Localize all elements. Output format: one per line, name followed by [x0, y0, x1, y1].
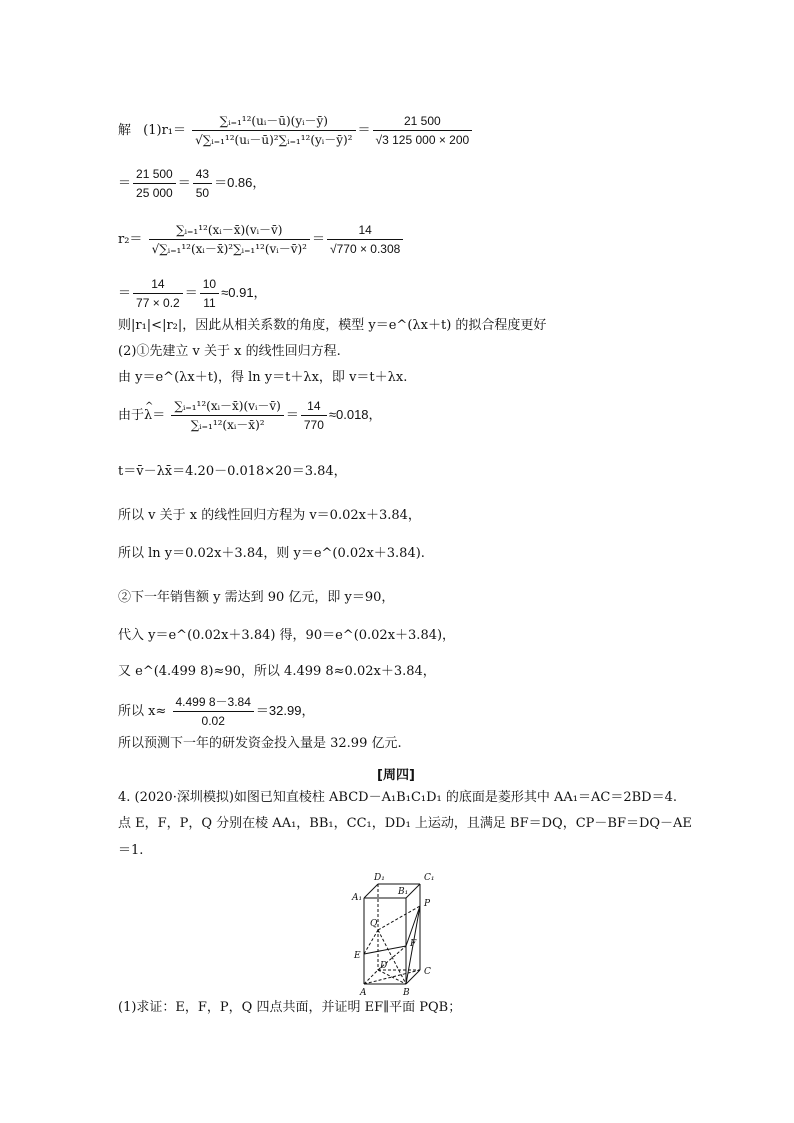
r1-frac-a	[133, 166, 176, 201]
lambda-fraction	[171, 398, 283, 433]
lambda-denominator: ∑ᵢ₌₁¹²(xᵢ－x̄)²	[190, 418, 265, 432]
r2-fraction	[149, 222, 310, 257]
conclusion-line: 则|r₁|<|r₂|，因此从相关系数的角度，模型 y＝e^(λx＋t) 的拟合程度更好	[118, 318, 547, 333]
segment-qb	[378, 930, 406, 984]
solve-x-fraction	[173, 694, 254, 729]
r1-denominator: √∑ᵢ₌₁¹²(uᵢ－ū)²∑ᵢ₌₁¹²(yᵢ－ȳ)²	[195, 133, 353, 147]
label-d1: D₁	[374, 873, 385, 883]
r2-symbol: r₂＝	[118, 232, 143, 247]
r2-denominator: √∑ᵢ₌₁¹²(xᵢ－x̄)²∑ᵢ₌₁¹²(vᵢ－v̄)²	[151, 242, 307, 256]
r2-frac-b	[200, 276, 219, 311]
r2-result-line: ＝ $\frac{14}{77 \times 0.2}$ ＝ $\frac{10}{11}$ ≈0.91，	[118, 277, 267, 310]
problem4-line2: 点 E，F，P，Q 分别在棱 AA₁，BB₁，CC₁，DD₁ 上运动，且满足 BF＝DQ，CP－BF＝DQ－AE	[118, 816, 692, 831]
label-a1: A₁	[352, 893, 363, 903]
r2-frac-a	[133, 276, 183, 311]
r2-frac-b-den: 11	[203, 296, 216, 310]
label-c1: C₁	[424, 873, 435, 883]
log-transform-line: 由 y＝e^(λx＋t)，得 ln y＝t＋λx，即 v＝t＋λx.	[118, 370, 408, 385]
lambda-value-num: 14	[301, 398, 327, 416]
problem4-line1: 4. (2020·深圳模拟)如图已知直棱柱 ABCD－A₁B₁C₁D₁ 的底面是菱形其中 AA₁＝AC＝2BD＝4.	[118, 790, 677, 805]
r1-frac-b-den: 50	[195, 186, 210, 200]
label-p: P	[424, 899, 431, 909]
segment-ef	[364, 946, 406, 954]
label-b1: B₁	[398, 887, 409, 897]
r2-frac-a-den: 77 × 0.2	[136, 296, 180, 310]
solve-x-prefix: 所以 x≈	[118, 704, 167, 719]
approx-line: 又 e^(4.499 8)≈90，所以 4.499 8≈0.02x＋3.84，	[118, 664, 436, 679]
r1-symbol: r₁＝	[161, 123, 187, 138]
lambda-equals: ＝	[152, 408, 166, 423]
target-line: ②下一年销售额 y 需达到 90 亿元，即 y＝90，	[118, 590, 395, 605]
r1-result: ＝0.86，	[214, 175, 266, 190]
exp-model-line: 所以 ln y＝0.02x＋3.84，则 y＝e^(0.02x＋3.84).	[118, 546, 425, 561]
substitute-line: 代入 y＝e^(0.02x＋3.84) 得，90＝e^(0.02x＋3.84)，	[118, 628, 456, 643]
lambda-value-den: 770	[303, 418, 324, 432]
r1-value-denominator: √3 125 000 × 200	[375, 133, 470, 147]
part2-intro: (2)①先建立 v 关于 x 的线性回归方程.	[118, 344, 341, 359]
r1-fraction	[192, 113, 355, 148]
label-b: B	[403, 988, 410, 996]
r2-result: ≈0.91，	[221, 285, 267, 300]
label-q: Q	[370, 919, 378, 929]
t-hat-line: t＝v̄－λx̄＝4.20－0.018×20＝3.84，	[118, 464, 347, 479]
lambda-value-fraction	[301, 398, 327, 433]
r1-value-numerator: 21 500	[373, 113, 473, 131]
r1-numerator: ∑ᵢ₌₁¹²(uᵢ－ū)(yᵢ－ȳ)	[192, 113, 355, 131]
edge-a1-d1	[364, 884, 378, 898]
segment-eq	[364, 930, 378, 954]
r2-numerator: ∑ᵢ₌₁¹²(xᵢ－x̄)(vᵢ－v̄)	[149, 222, 310, 240]
label-f: F	[410, 939, 417, 949]
prism-figure	[350, 866, 450, 996]
lambda-line: 由于^ λ＝ $\frac{\text{∑ᵢ₌₁¹²(xᵢ－x̄)(vᵢ－v̄)}}{\text{∑ᵢ₌₁¹²(xᵢ－x̄)²}}$ ＝ $\frac{14}{770}$ ≈0.018，	[118, 398, 382, 433]
r1-value-fraction	[373, 113, 473, 148]
r2-value-fraction	[327, 222, 403, 257]
r2-value-denominator: √770 × 0.308	[330, 242, 401, 256]
solution-label: 解	[118, 123, 132, 138]
r2-frac-b-num: 10	[200, 276, 219, 294]
segment-qp	[378, 906, 420, 930]
solve-x-line	[118, 694, 314, 729]
regression-eq-line: 所以 v 关于 x 的线性回归方程为 v＝0.02x＋3.84，	[118, 508, 421, 523]
section-title: [周四]	[377, 768, 415, 783]
r1-frac-a-num: 21 500	[133, 166, 176, 184]
lambda-hat: ^ λ	[144, 408, 152, 424]
r2-value-numerator: 14	[327, 222, 403, 240]
lambda-prefix: 由于	[118, 408, 145, 423]
label-e: E	[354, 951, 361, 961]
r2-frac-a-num: 14	[133, 276, 183, 294]
solve-x-num: 4.499 8－3.84	[173, 694, 254, 712]
problem4-line3: ＝1.	[118, 843, 144, 858]
final-answer-line: 所以预测下一年的研发资金投入量是 32.99 亿元.	[118, 736, 402, 751]
label-d: D	[380, 961, 388, 971]
question1-line: (1)求证：E，F，P，Q 四点共面，并证明 EF∥平面 PQB；	[118, 1000, 462, 1015]
r2-line: r₂＝ $\frac{\text{∑ᵢ₌₁¹²(xᵢ－x̄)(vᵢ－v̄)}}{\text{√∑ᵢ₌₁¹²(xᵢ－x̄)²∑ᵢ₌₁¹²(vᵢ－v̄)²}}$ ＝ $\frac{14}{√770 \times 0.308}$	[118, 222, 405, 257]
r1-result-line: ＝ $\frac{21 500}{25 000}$ ＝ $\frac{43}{50}$ ＝0.86，	[118, 167, 266, 200]
lambda-result: ≈0.018，	[328, 407, 382, 422]
r1-frac-a-den: 25 000	[136, 186, 173, 200]
label-c: C	[424, 967, 431, 977]
solve-x-result: ＝32.99，	[255, 703, 315, 718]
r1-frac-b-num: 43	[193, 166, 212, 184]
solve-x-den: 0.02	[201, 714, 225, 728]
r1-line: 解 (1)r₁＝ $\frac{\text{∑ᵢ₌₁¹²(uᵢ－ū)(yᵢ－ȳ)}}{\text{√∑ᵢ₌₁¹²(uᵢ－ū)²∑ᵢ₌₁¹²(yᵢ－ȳ)²}}$ ＝ $\frac{21 500}{√3 125 000 \times 200}$	[118, 113, 474, 148]
diagonal-bd	[378, 970, 406, 984]
r1-frac-b	[193, 166, 212, 201]
lambda-numerator: ∑ᵢ₌₁¹²(xᵢ－x̄)(vᵢ－v̄)	[171, 398, 283, 416]
label-a: A	[360, 988, 367, 996]
part1-label: (1)	[143, 123, 162, 138]
